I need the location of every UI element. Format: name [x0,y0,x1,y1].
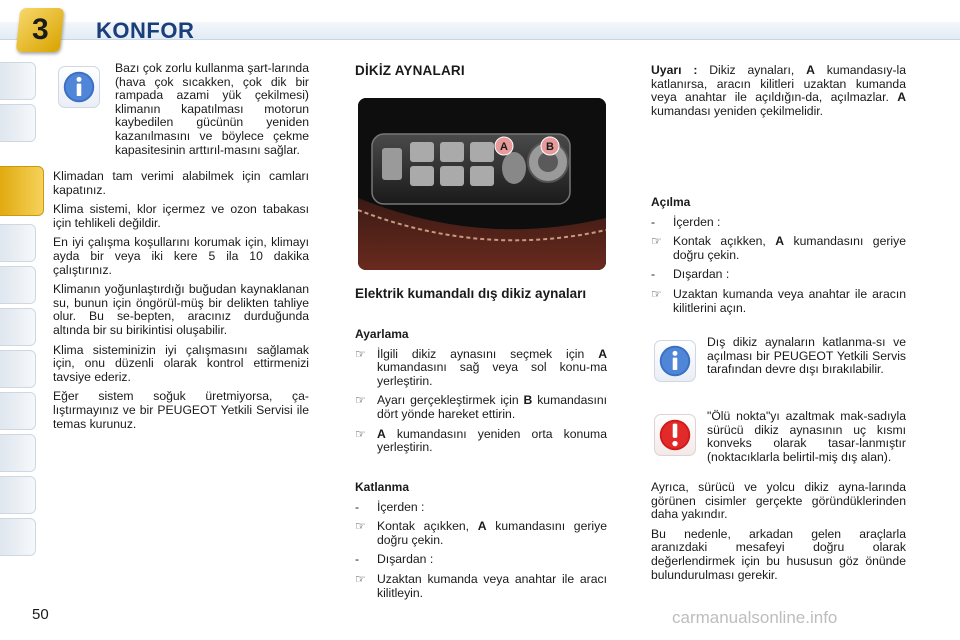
item-text: Uzaktan kumanda veya anahtar ile aracın kilitlerini açın. [673,286,906,315]
exclamation-icon [654,414,696,456]
item-text: kumandasını geriye doğru çekin. [673,234,907,262]
paragraph-4: En iyi çalışma koşullarını korumak için, klimayı ayda bir veya iki kere 5 ila 10 dakika çalıştırınız. [53,235,309,277]
chapter-number: 3 [31,13,49,46]
warn-note: "Ölü nokta"yı azaltmak mak-sadıyla sürücü dikiz aynasının uç kısmı konveks olarak tasar-lanmıştır (noktacıklarla belirtil-miş dış alan). [707,409,906,464]
item-text: kumandasını geriye doğru çekin. [377,519,608,547]
info-note-block [707,336,906,383]
katlanma-block [355,481,607,606]
key-a: A [806,63,815,77]
info-note: Dış dikiz aynaların katlanma-sı ve açılması bir PEUGEOT Yetkili Servis tarafından devre dışı bırakılabilir. [707,335,906,377]
left-column-body [53,170,309,437]
right-paragraph-2: Bu nedenle, arkadan gelen araçlarla aranızdaki mesafeyi doğru olarak değerlendirmek için bu hususun göz önünde bulundurulması gerekir. [651,526,906,582]
acilma-item-1 [651,216,906,230]
item-text: kumandasını sağ veya sol konu-ma yerleştirin. [377,360,607,388]
acilma-item-4 [651,288,906,315]
acilma-heading: Açılma [651,195,691,209]
chapter-tab-11[interactable] [0,518,36,556]
electric-mirrors-block [355,286,607,302]
ayarlama-item-1 [355,348,607,389]
paragraph-7: Eğer sistem soğuk üretmiyorsa, ça-lıştırmayınız ve bir PEUGEOT Yetkili Servisi ile temas kurunuz. [53,389,309,431]
item-text: Uzaktan kumanda veya anahtar ile aracı kilitleyin. [377,571,607,600]
warn-note-block [707,410,906,470]
chapter-tab-10[interactable] [0,476,36,514]
photo-label-a: A [500,141,508,153]
item-text: İçerden : [673,214,721,229]
page-number: 50 [32,606,49,623]
info-icon [654,340,696,382]
info-icon [58,66,100,108]
paragraph-6: Klima sisteminizin iyi çalışmasını sağlamak için, onu düzenli olarak kontrol ettirmenizi tavsiye ederiz. [53,342,309,384]
paragraph-5: Klimanın yoğunlaştırdığı buğudan kaynaklanan su, bunun için öngörül-müş bir delikten tahliye olur. Bu se-bepten, aracınız durduğunda altında bir su birikintisi oluşabilir. [53,282,309,337]
photo-label-b: B [546,141,554,153]
katlanma-heading: Katlanma [355,480,410,494]
item-text: Dışardan : [377,552,434,567]
warning-text: Dikiz aynaları, [697,63,807,77]
katlanma-item-4 [355,573,607,600]
paragraph-3: Klima sistemi, klor içermez ve ozon tabakası için tehlikeli değildir. [53,202,309,230]
mirrors-heading-block [355,64,607,78]
watermark: carmanualsonline.info [672,608,838,627]
page-header [0,0,960,56]
chapter-tab-1[interactable] [0,62,36,100]
section-title: DİKİZ AYNALARI [355,63,465,78]
dash-bullet: - [651,267,656,282]
item-text: İçerden : [377,499,425,514]
subsection-title: Elektrik kumandalı dış dikiz aynaları [355,286,587,301]
key-a: A [377,426,386,441]
chapter-tab-3-active[interactable] [0,166,44,216]
dash-bullet: - [651,214,656,229]
right-paragraph-1: Ayrıca, sürücü ve yolcu dikiz ayna-larında görünen cisimler gerçekte göründüklerinden daha yakındır. [651,480,906,522]
warning-text: kumandasıy-la katlanırsa, aracın kilitleri uzaktan kumanda veya anahtar ile açıldığın-da, açılmazlar. [651,63,906,105]
item-text: Dışardan : [673,267,730,282]
dash-bullet: - [355,499,360,514]
hand-pointer-icon: ☞ [355,346,366,361]
chapter-title: KONFOR [96,18,195,43]
item-text: Kontak açıkken, [673,234,776,249]
chapter-badge [16,8,65,52]
ayarlama-item-2 [355,394,607,421]
warning-text: kumandası yeniden çekilmelidir. [651,103,824,118]
key-a: A [477,519,487,534]
chapter-tab-6[interactable] [0,308,36,346]
chapter-tab-7[interactable] [0,350,36,388]
paragraph-1: Bazı çok zorlu kullanma şart-larında (hava çok sıcakken, çok dik bir rampada azami yük çekilmesi) klimanın kapatılması motorun kaybedilen gücünün yeniden kazanılmasını ve böylece çekme kapasitesinin arttırıl-masını sağlar. [115,61,309,157]
acilma-item-2 [651,235,906,262]
mirror-control-photo [358,98,606,270]
ayarlama-block [355,328,607,461]
key-b: B [523,393,533,408]
hand-pointer-icon: ☞ [355,393,366,408]
chapter-tab-9[interactable] [0,434,36,472]
paragraph-2: Klimadan tam verimi alabilmek için camları kapatınız. [53,169,309,197]
ayarlama-item-3 [355,428,607,455]
warning-paragraph [651,64,906,118]
key-a: A [897,90,906,105]
katlanma-item-3 [355,553,607,567]
acilma-item-3 [651,268,906,282]
item-text: kumandasını dört yönde hareket ettirin. [377,393,607,421]
hand-pointer-icon: ☞ [651,286,662,301]
item-text: kumandasını yeniden orta konuma yerleştirin. [377,426,607,455]
acilma-block [651,196,906,321]
chapter-tab-2[interactable] [0,104,36,142]
dash-bullet: - [355,552,360,567]
chapter-tabs [0,62,40,582]
chapter-tab-4[interactable] [0,224,36,262]
key-a: A [775,234,785,249]
ayarlama-heading: Ayarlama [355,327,409,341]
item-text: Ayarı gerçekleştirmek için [377,393,524,408]
hand-pointer-icon: ☞ [355,426,366,441]
warning-label: Uyarı : [651,63,698,77]
right-paragraphs [651,481,906,588]
warning-block [651,64,906,124]
hand-pointer-icon: ☞ [651,234,662,249]
key-a: A [598,346,607,361]
hand-pointer-icon: ☞ [355,571,366,586]
chapter-tab-8[interactable] [0,392,36,430]
katlanma-item-1 [355,501,607,515]
katlanma-item-2 [355,520,607,547]
item-text: İlgili dikiz aynasını seçmek için [377,346,599,361]
hand-pointer-icon: ☞ [355,519,366,534]
chapter-tab-5[interactable] [0,266,36,304]
left-column [115,62,309,163]
item-text: Kontak açıkken, [377,519,478,534]
